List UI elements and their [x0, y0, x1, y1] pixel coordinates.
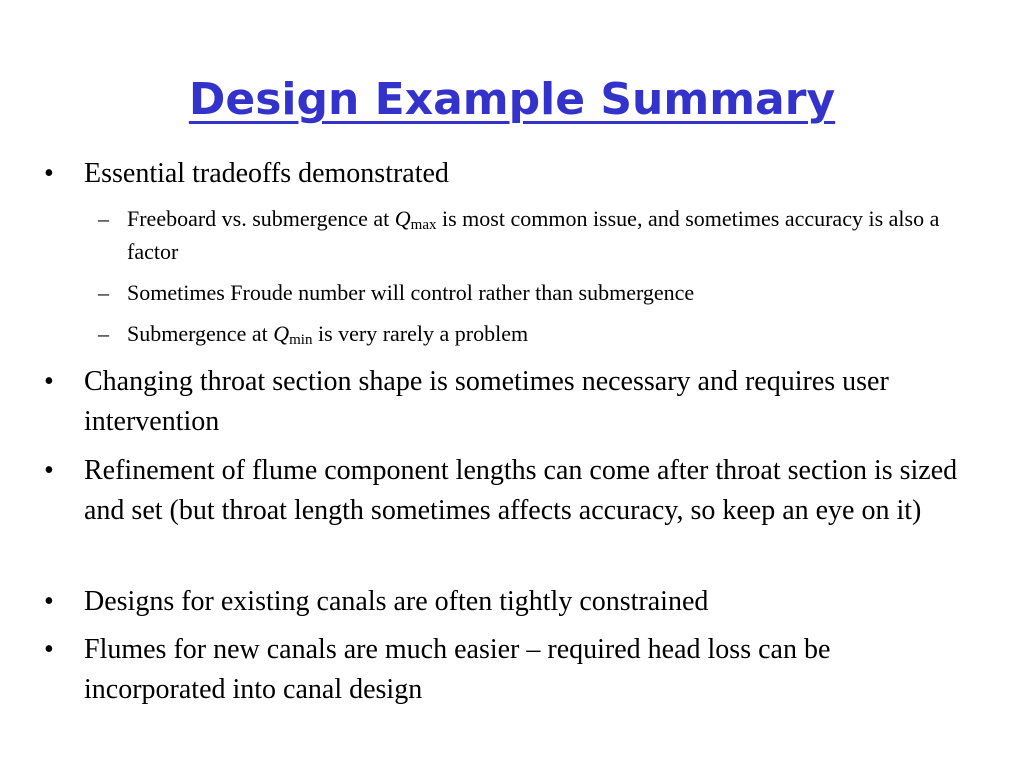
- bullet-glyph: •: [44, 586, 54, 617]
- sub-bullet-text-pre: Freeboard vs. submergence at: [127, 206, 395, 231]
- bullet-text: Changing throat section shape is sometimes necessary and requires user intervention: [84, 366, 889, 437]
- bullet-text: Flumes for new canals are much easier – required head loss can be incorporated into canal design: [84, 634, 831, 705]
- sub-bullet-text: Sometimes Froude number will control rather than submergence: [127, 280, 695, 305]
- sub-bullet-text-post: is most common issue, and sometimes accuracy is also a factor: [127, 206, 940, 264]
- sub-bullet-text: [127, 317, 978, 350]
- q-subscript: min: [289, 332, 313, 348]
- dash-glyph: –: [98, 321, 109, 346]
- q-symbol: Q: [394, 206, 411, 231]
- bullet-text: Refinement of flume component lengths can come after throat section is sized and set (but throat length sometimes affects accuracy, so keep an eye on it): [84, 455, 958, 526]
- bullet-glyph: •: [44, 455, 54, 486]
- bullet-glyph: •: [44, 158, 54, 189]
- slide-title: Design Example Summary: [188, 74, 836, 125]
- sub-bullet-text-pre: Submergence at: [127, 321, 274, 346]
- sub-bullet-text-post: is very rarely a problem: [312, 321, 529, 346]
- bullet-glyph: •: [44, 366, 54, 397]
- q-subscript: max: [410, 217, 437, 233]
- dash-glyph: –: [98, 206, 109, 231]
- dash-glyph: –: [98, 280, 109, 305]
- q-symbol: Q: [273, 321, 290, 346]
- bullet-text: Designs for existing canals are often tightly constrained: [84, 586, 709, 617]
- bullet-glyph: •: [44, 634, 54, 665]
- sub-bullet-text: [127, 202, 978, 268]
- bullet-text: Essential tradeoffs demonstrated: [84, 158, 449, 189]
